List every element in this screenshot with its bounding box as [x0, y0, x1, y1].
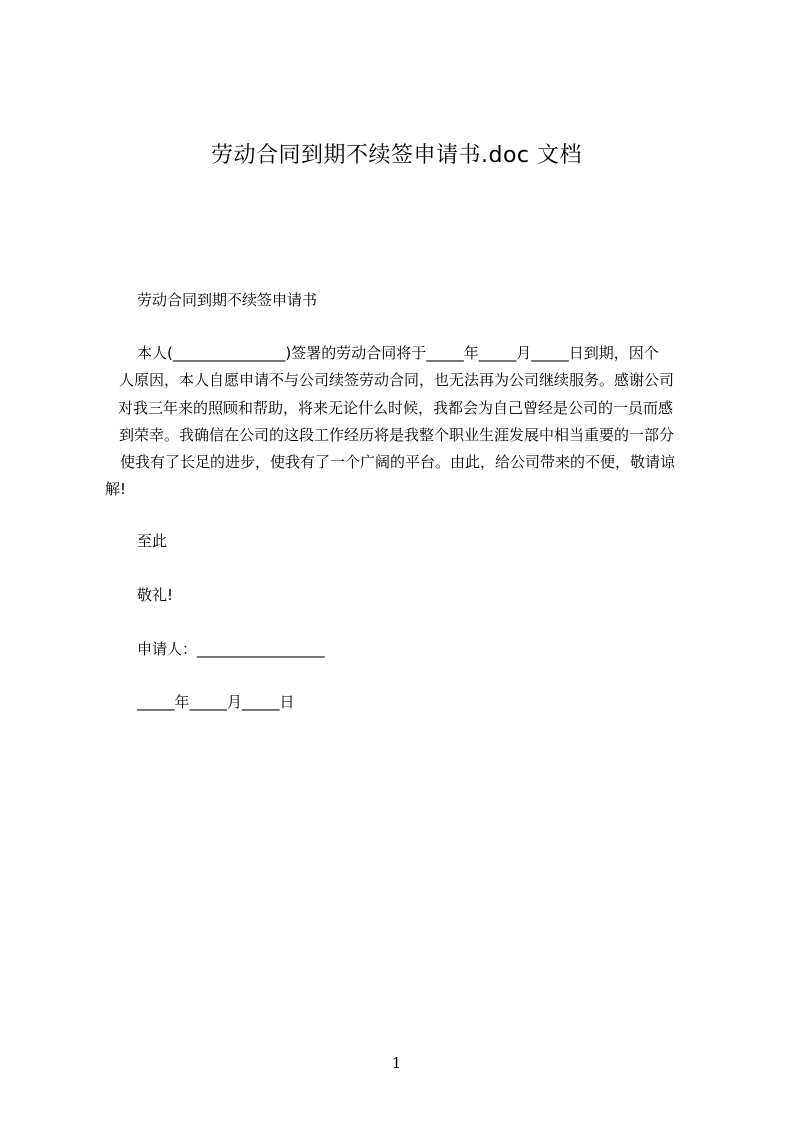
- date-line: _____年_____月_____日: [137, 693, 295, 711]
- letter-heading: 劳动合同到期不续签申请书: [137, 291, 318, 309]
- body-line: 使我有了长足的进步，使我有了一个广阔的平台。由此，给公司带来的不便，敬请谅: [120, 453, 676, 472]
- body-line: 人原因，本人自愿申请不与公司续签劳动合同，也无法再为公司继续服务。感谢公司: [119, 371, 675, 390]
- body-line: 到荣幸。我确信在公司的这段工作经历将是我整个职业生涯发展中相当重要的一部分: [119, 425, 675, 444]
- applicant-line: 申请人：_________________: [137, 640, 325, 658]
- document-title: 劳动合同到期不续签申请书.doc 文档: [210, 143, 582, 168]
- page-number: 1: [391, 1054, 402, 1072]
- body-line: 本人(_______________)签署的劳动合同将于_____年_____月_____日到期，因个: [137, 344, 659, 362]
- letter-salutation: 敬礼!: [137, 586, 174, 604]
- body-line: 对我三年来的照顾和帮助，将来无论什么时候，我都会为自己曾经是公司的一员而感: [118, 398, 674, 417]
- letter-closing: 至此: [137, 532, 168, 550]
- letter-body: [105, 342, 700, 506]
- body-line: 解!: [105, 480, 127, 499]
